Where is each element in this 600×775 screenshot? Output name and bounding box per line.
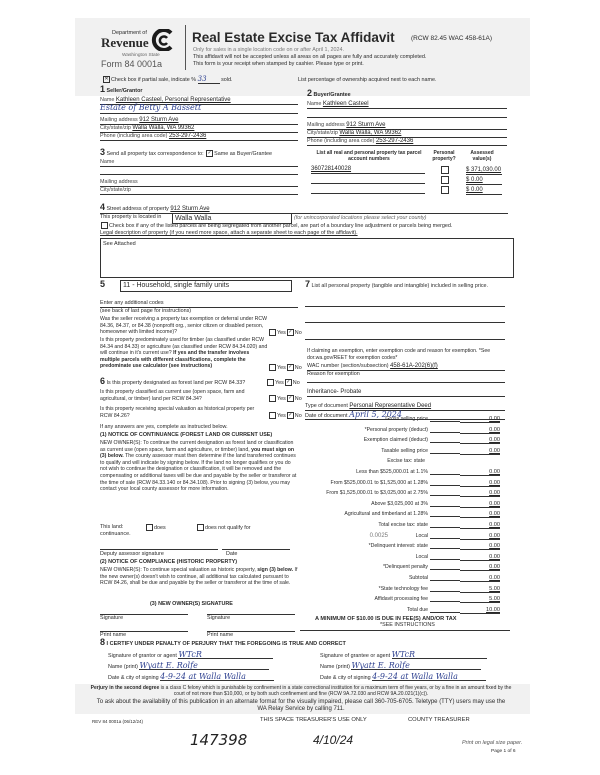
tax-value[interactable]: 0.00 — [460, 416, 500, 423]
new-owner-signature-title: (3) NEW OWNER(S) SIGNATURE — [150, 601, 233, 607]
tax-row — [310, 437, 500, 446]
tax-row — [310, 575, 500, 584]
tax-label: Gross selling price — [385, 416, 428, 422]
local-rate: 0.0025 — [369, 532, 388, 539]
label: City/state/zip — [100, 125, 131, 131]
header-note-2: This affidavit will not be accepted unless all areas on all pages are fully and accurately completed. — [193, 54, 427, 60]
continuance-label: continuance. — [100, 531, 131, 537]
tax-label: Above $3,025,000 at 3% — [371, 500, 428, 507]
timber-question — [100, 337, 270, 370]
label: Enter any additional codes — [100, 300, 164, 306]
label: Mailing address — [100, 179, 138, 185]
this-land-label: This land: — [100, 524, 124, 530]
leader-line — [430, 495, 460, 496]
tax-value[interactable]: 0.00 — [460, 480, 500, 487]
same-as-buyer-label: Same as Buyer/Grantee — [214, 151, 272, 157]
page-number: Page 1 of 6 — [491, 749, 516, 754]
tax-row — [310, 586, 500, 595]
seller-heading — [100, 86, 142, 95]
grantee-name[interactable]: Wyatt E. Rolfe — [351, 662, 481, 670]
county-treasurer: COUNTY TREASURER — [408, 717, 470, 723]
land-use-code-select[interactable]: 11 - Household, single family units — [120, 280, 292, 292]
tax-label: *Delinquent penalty — [383, 564, 428, 571]
title-ref: (RCW 82.45 WAC 458-61A) — [411, 35, 493, 42]
page-title: Real Estate Excise Tax Affidavit — [192, 30, 395, 45]
corr-name-line-2[interactable] — [100, 167, 298, 175]
does-checkbox[interactable] — [146, 524, 153, 531]
seller-name: Kathleen Casteel, Personal Representative — [115, 97, 231, 103]
tax-label: *Delinquent interest: state — [368, 543, 428, 550]
leader-line — [430, 580, 460, 581]
tax-row — [310, 490, 500, 499]
historic-question: Is this property receiving special valuation as historical property per RCW 84.26? — [100, 406, 255, 419]
buyer-city-field[interactable] — [307, 130, 507, 138]
does-not-checkbox[interactable] — [197, 524, 204, 531]
deputy-signature-line[interactable]: Deputy assessor signature — [100, 549, 218, 558]
assessed-value[interactable]: $ 0.00 — [466, 177, 502, 185]
property-location-select[interactable]: Walla Walla — [172, 213, 292, 224]
tax-value[interactable]: 0.00 — [460, 437, 500, 444]
deputy-date-line[interactable]: Date — [222, 549, 290, 558]
current-use-yes-no — [268, 395, 302, 403]
no-label: No — [294, 364, 302, 371]
exemption-question: Was the seller receiving a property tax exemption or deferral under RCW 84.36, 84.37, or 84.38 (nonprofit org., senior citizen or disabled person, homeowner with limited income)? — [100, 316, 268, 336]
label: Signature of grantor or agent — [108, 653, 177, 659]
tax-label: From $1,525,000.01 to $3,025,000 at 2.75% — [326, 490, 428, 497]
leader-line — [430, 442, 460, 443]
receipt-number: 147398 — [190, 731, 248, 749]
bold-text: sign (3) below. — [257, 567, 294, 573]
logo-state: Washington State — [122, 53, 160, 58]
section-number: 3 — [100, 147, 106, 157]
no-label: No — [292, 379, 300, 386]
no-label: No — [294, 395, 302, 402]
treasurer-use-only: THIS SPACE TREASURER'S USE ONLY — [260, 717, 367, 723]
wac-number: 458-61A-202(6)(f) — [390, 363, 438, 369]
logo-name: Revenue — [101, 35, 149, 50]
property-location-label: This property is located in — [100, 214, 162, 220]
buyer-name-line-2[interactable] — [307, 110, 507, 118]
tax-value[interactable]: 5.00 — [460, 586, 500, 593]
seller-mail-field[interactable] — [100, 117, 298, 125]
tax-value[interactable]: 0.00 — [460, 564, 500, 571]
buyer-mail-field[interactable] — [307, 122, 507, 130]
yes-label: Yes — [277, 329, 286, 336]
see-back-note: (see back of last page for instructions) — [100, 308, 192, 314]
segregate-row — [100, 222, 452, 230]
tax-label: Local — [415, 553, 428, 560]
historic-yes-no — [268, 412, 302, 420]
revenue-logo-icon — [151, 29, 175, 51]
yes-checkbox[interactable] — [267, 379, 274, 386]
property-location-hint: (for unincorporated locations please select your county) — [294, 215, 427, 221]
same-as-buyer-checkbox[interactable]: ✓ — [207, 150, 212, 157]
certify-text: I CERTIFY UNDER PENALTY OF PERJURY THAT THE FOREGOING IS TRUE AND CORRECT — [106, 641, 346, 647]
section-number: 1 — [100, 84, 106, 94]
seller-name-2[interactable]: Estate of Betty A Bassett — [100, 104, 298, 114]
header-divider — [185, 25, 186, 70]
bold-text: you must sign on (3) below. — [100, 446, 295, 460]
forest-question-text: Is this property designated as forest land per RCW 84.33? — [106, 380, 246, 386]
grantee-signature[interactable]: WTcR — [392, 651, 487, 659]
label: Phone (including area code) — [307, 138, 375, 144]
leader-line — [430, 453, 460, 454]
tax-row — [310, 469, 500, 478]
label: Mailing address — [100, 117, 138, 123]
buyer-phone-field[interactable] — [307, 138, 507, 146]
tax-value[interactable]: 0.00 — [460, 427, 500, 434]
parcel-number-field[interactable] — [311, 166, 425, 174]
current-use-question: Is this property classified as current use (open space, farm and agricultural, or timber) land per RCW 84.34? — [100, 389, 245, 402]
tax-row — [310, 511, 500, 520]
additional-codes-field[interactable] — [100, 300, 298, 308]
notice-continuance-text — [100, 440, 298, 493]
label: Type of document — [305, 403, 348, 409]
forest-yes-no — [266, 379, 300, 387]
doc-date: April 5, 2024 — [349, 410, 402, 419]
tax-label: *State technology fee — [378, 585, 428, 592]
leader-line — [430, 538, 460, 539]
header-note-3: This form is your receipt when stamped by cashier. Please type or print. — [193, 61, 364, 67]
receipt-date: 4/10/24 — [313, 733, 354, 747]
leader-line — [430, 559, 460, 560]
no-checkbox[interactable]: ✓ — [288, 329, 293, 335]
buyer-heading-label: Buyer/Grantee — [313, 92, 351, 98]
tax-row — [310, 607, 500, 616]
corr-city-field[interactable] — [100, 187, 298, 195]
leader-line — [430, 421, 460, 422]
property-street: 912 Sturm Ave — [170, 206, 210, 212]
label: Name — [100, 159, 115, 165]
label: Mailing address — [307, 122, 345, 128]
section-number: 8 — [100, 637, 106, 647]
partial-sale-suffix: sold. — [221, 77, 233, 83]
personal-property-checkbox[interactable] — [441, 186, 449, 194]
buyer-name: Kathleen Casteel — [322, 101, 369, 107]
tax-value[interactable]: 0.00 — [460, 543, 500, 550]
label: List all personal property (tangible and intangible) included in selling price. — [311, 283, 489, 289]
form-number: Form 84 0001a — [101, 59, 163, 69]
correspondence-label: Send all property tax correspondence to: — [106, 151, 204, 157]
corr-name-field[interactable] — [100, 159, 298, 167]
section-number: 6 — [100, 376, 106, 386]
tax-value[interactable]: 0.00 — [460, 448, 500, 455]
tax-row — [310, 416, 500, 425]
no-label: No — [294, 329, 302, 336]
tax-value[interactable]: 0.00 — [460, 469, 500, 476]
section-number: 4 — [100, 202, 106, 212]
text: NEW OWNER(S): To continue special valuation as historic property, — [100, 567, 256, 573]
perjury-note — [86, 685, 516, 697]
leader-line — [430, 612, 460, 613]
yes-label: Yes — [277, 364, 286, 371]
tax-label: Less than $525,000.01 at 1.1% — [356, 469, 428, 475]
leader-line — [430, 569, 460, 570]
correspondence-row — [100, 149, 272, 158]
tax-row — [310, 554, 500, 563]
personal-property-label — [305, 281, 505, 290]
tax-value[interactable]: 0.00 — [460, 490, 500, 497]
yes-label: Yes — [277, 395, 286, 402]
tax-label: Total due — [406, 606, 428, 613]
yes-label: Yes — [277, 412, 286, 419]
label: Name — [100, 97, 115, 103]
grantee-date-city[interactable]: 4-9-24 at Walla Walla — [372, 673, 486, 681]
tax-row — [310, 480, 500, 489]
partial-sale-checkbox[interactable]: ✕ — [104, 76, 109, 83]
tax-value[interactable]: 0.00 — [460, 575, 500, 582]
personal-property-checkbox[interactable] — [441, 166, 449, 174]
tax-row — [310, 533, 500, 542]
grantor-signature[interactable]: WTcR — [178, 651, 273, 659]
label: Signature of grantee or agent — [320, 653, 391, 659]
exemption-note: If claiming an exemption, enter exemption code and reason for exemption. *See dor.wa.gov/REET for exemption codes* — [307, 348, 491, 361]
wac-field[interactable] — [307, 363, 505, 371]
reason-label: Reason for exemption — [307, 371, 360, 377]
timber-question-bold: If yes and the transfer involves multiple parcels with different classifications, complete the predominate use calculator (see instructions) — [100, 350, 250, 370]
partial-sale-label: Check box if partial sale, indicate % — [111, 77, 197, 83]
buyer-phone: 253-297-2436 — [375, 138, 414, 144]
revision: REV 84 0001a (06/12/24) — [92, 719, 144, 724]
tax-label: Total excise tax: state — [378, 522, 428, 528]
label: Date & city of signing — [108, 675, 159, 681]
tax-label: Local — [415, 532, 428, 539]
label: City/state/zip — [307, 130, 338, 136]
parcel-number: 360728140028 — [311, 166, 352, 172]
doc-type-field[interactable] — [305, 403, 505, 411]
tax-label: Taxable selling price — [381, 447, 428, 454]
label: Name — [307, 101, 322, 107]
leader-line — [430, 527, 460, 528]
segregate-label: Check box if any of the listed parcels are being segregated from another parcel, are part of a boundary line adjustment or parcels being merged. — [109, 222, 453, 229]
property-street-field[interactable] — [100, 204, 508, 214]
text: is a class C felony which is punishable by confinement in a state correctional institution for a maximum term of five years, or by a fine in an amount fixed by the court of not more than $10,000, or by both such confinement and fine (RCW 9A.72.030 and RCW 9A.20.021(1)(c)). — [160, 685, 512, 697]
seller-mail: 912 Sturm Ave — [139, 117, 179, 123]
segregate-checkbox[interactable] — [101, 222, 108, 229]
notice-continuance-title: (1) NOTICE OF CONTINUANCE (FOREST LAND OR CURRENT USE) — [100, 432, 273, 438]
tax-row — [310, 448, 500, 457]
forest-question — [100, 378, 245, 387]
partial-sale-row — [102, 76, 233, 84]
no-checkbox[interactable]: ✓ — [288, 364, 293, 370]
no-checkbox[interactable]: ✓ — [288, 412, 293, 418]
owner-signature-1[interactable]: Signature — [100, 614, 188, 622]
label: Date of document — [305, 413, 348, 419]
leader-line — [430, 432, 460, 433]
parcel-number-field[interactable] — [311, 186, 425, 194]
label: Date & city of signing — [320, 675, 371, 681]
notice-compliance-title: (2) NOTICE OF COMPLIANCE (HISTORIC PROPERTY) — [100, 559, 238, 565]
seller-phone-field[interactable] — [100, 133, 298, 141]
seller-city-field[interactable] — [100, 125, 298, 133]
does-not-label: does not qualify for — [205, 524, 251, 531]
legal-paper-note: Print on legal size paper. — [462, 740, 523, 746]
tax-value[interactable]: 0.00 — [460, 554, 500, 561]
seller-city: Walla Walla, WA 99362 — [132, 125, 195, 131]
parcel-header-number: List all real and personal property tax parcel account numbers — [316, 150, 422, 162]
minimum-due-note: A MINIMUM OF $10.00 IS DUE IN FEE(S) AND/OR TAX — [315, 616, 457, 622]
logo-dept: Department of — [112, 30, 147, 36]
tax-label: Subtotal — [408, 575, 428, 581]
tax-label: Excise tax: state — [387, 458, 425, 465]
parcel-header-value: Assessed value(s) — [470, 150, 494, 162]
see-instructions: *SEE INSTRUCTIONS — [380, 622, 435, 628]
partial-sale-percent[interactable]: 33 — [198, 76, 220, 84]
seller-heading-label: Seller/Grantor — [106, 88, 143, 94]
owner-signature-2[interactable]: Signature — [207, 614, 295, 622]
certify-row — [100, 639, 346, 648]
grantor-name[interactable]: Wyatt E. Rolfe — [139, 662, 269, 670]
owner-print-name-1[interactable]: Print name — [100, 631, 188, 639]
corr-mail-field[interactable] — [100, 179, 298, 187]
leader-line — [430, 591, 460, 592]
alt-format-note: To ask about the availability of this publication in an alternate format for the visually impaired, please call 360-705-6705. Teletype (TTY) users may use the WA Relay Service by calling 711. — [96, 699, 506, 712]
tax-row — [310, 427, 500, 436]
tax-value[interactable]: 0.00 — [460, 533, 500, 540]
divider — [300, 630, 510, 631]
section-number: 2 — [307, 88, 313, 98]
label: Street address of property — [106, 206, 169, 212]
assessed-value[interactable]: $ 0.00 — [466, 187, 502, 195]
label: WAC number (section/subsection) — [307, 363, 389, 369]
personal-property-line-2[interactable] — [305, 316, 505, 323]
label: Name (print) — [108, 664, 138, 670]
yes-checkbox[interactable] — [269, 395, 276, 402]
assessed-value[interactable]: $ 371,030.00 — [466, 167, 502, 173]
no-checkbox[interactable]: ✓ — [288, 395, 293, 401]
if-yes-note: If any answers are yes, complete as instructed below. — [100, 424, 228, 430]
doc-type: Personal Representative Deed — [349, 403, 432, 409]
label: Phone (including area code) — [100, 133, 168, 139]
yes-checkbox[interactable] — [269, 329, 276, 336]
does-label: does — [154, 524, 166, 531]
tax-value[interactable]: 0.00 — [460, 522, 500, 529]
tax-row — [310, 564, 500, 573]
yes-checkbox[interactable] — [269, 364, 276, 371]
text: NEW OWNER(S): To continue the current designation as forest land or classification as current use (open space, farm and agriculture, or timber) land, — [100, 440, 294, 453]
exemption-yes-no — [268, 329, 302, 337]
parcel-number-field[interactable] — [311, 176, 425, 184]
tax-label: Exemption claimed (deduct) — [363, 437, 428, 444]
tax-label: From $525,000.01 to $1,525,000 at 1.28% — [330, 479, 428, 486]
leader-line — [430, 485, 460, 486]
personal-property-checkbox[interactable] — [441, 176, 449, 184]
tax-value[interactable]: 5.00 — [460, 596, 500, 603]
text: The county assessor must then determine if the land transferred continues to qualify and will indicate by signing below. If the land no longer qualifies or you do not wish to continue the designation or classification, it will be removed and the compensating or additional taxes will be due and payable by the seller or transferor at the time of sale (RCW 84.33.140 or 84.34.108). Prior to signing (3) below, you may contact your local county assessor for more information. — [100, 453, 297, 493]
no-label: No — [294, 412, 302, 419]
leader-line — [430, 474, 460, 475]
yes-label: Yes — [275, 379, 284, 386]
personal-property-line-1[interactable] — [305, 300, 505, 307]
tax-row — [310, 522, 500, 531]
parcel-header-personal: Personal property? — [432, 150, 456, 162]
leader-line — [430, 548, 460, 549]
tax-value[interactable]: 10.00 — [460, 607, 500, 614]
tax-label: Affidavit processing fee — [374, 596, 428, 603]
buyer-mail: 912 Sturm Ave — [346, 122, 386, 128]
tax-row — [310, 501, 500, 510]
tax-label: Agricultural and timberland at 1.28% — [344, 511, 428, 518]
yes-checkbox[interactable] — [269, 412, 276, 419]
leader-line — [430, 601, 460, 602]
grantor-date-city[interactable]: 4-9-24 at Walla Walla — [160, 673, 274, 681]
timber-question-text: Is this property predominately used for timber (as classified under RCW 84.34 and 84.33) or agriculture (as classified under RCW 84.34.020) and will continue in it's current use? — [100, 337, 268, 357]
notice-compliance-text — [100, 567, 298, 587]
no-checkbox[interactable]: ✓ — [286, 379, 291, 385]
personal-property-line-3[interactable] — [305, 333, 505, 340]
seller-phone: 253-297-2436 — [168, 133, 207, 139]
label: Name (print) — [320, 664, 350, 670]
header-note-1: Only for sales in a single location code on or after April 1, 2024. — [193, 47, 345, 53]
tax-row — [310, 543, 500, 552]
tax-value[interactable]: 0.00 — [460, 501, 500, 508]
tax-row — [310, 596, 500, 605]
tax-value[interactable]: 0.00 — [460, 511, 500, 518]
exemption-reason[interactable]: Inheritance- Probate — [307, 389, 505, 397]
leader-line — [430, 506, 460, 507]
buyer-name-field[interactable] — [307, 101, 507, 109]
section-number: 7 — [305, 279, 311, 289]
legal-description-label: Legal description of property (if you need more space, attach a separate sheet to each page of the affidavit). — [100, 230, 358, 236]
bold-text: Perjury in the second degree — [90, 685, 160, 691]
buyer-heading — [307, 90, 351, 99]
reason-line[interactable] — [307, 376, 505, 383]
tax-label: *Personal property (deduct) — [364, 426, 428, 433]
text: If the new owner(s) doesn't wish to continue, all additional tax calculated pursuant to RCW 84.26, shall be due and payable by the seller or transferor at the time of sale. — [100, 567, 298, 587]
legal-description-box[interactable]: See Attached — [100, 238, 514, 278]
section-number: 5 — [100, 279, 106, 289]
leader-line — [430, 516, 460, 517]
timber-yes-no — [268, 364, 302, 372]
label: City/state/zip — [100, 187, 131, 193]
ownership-note: List percentage of ownership acquired next to each name. — [298, 77, 437, 83]
tax-row — [310, 458, 500, 467]
owner-print-name-2[interactable]: Print name — [207, 631, 295, 639]
buyer-city: Walla Walla, WA 99362 — [339, 130, 402, 136]
